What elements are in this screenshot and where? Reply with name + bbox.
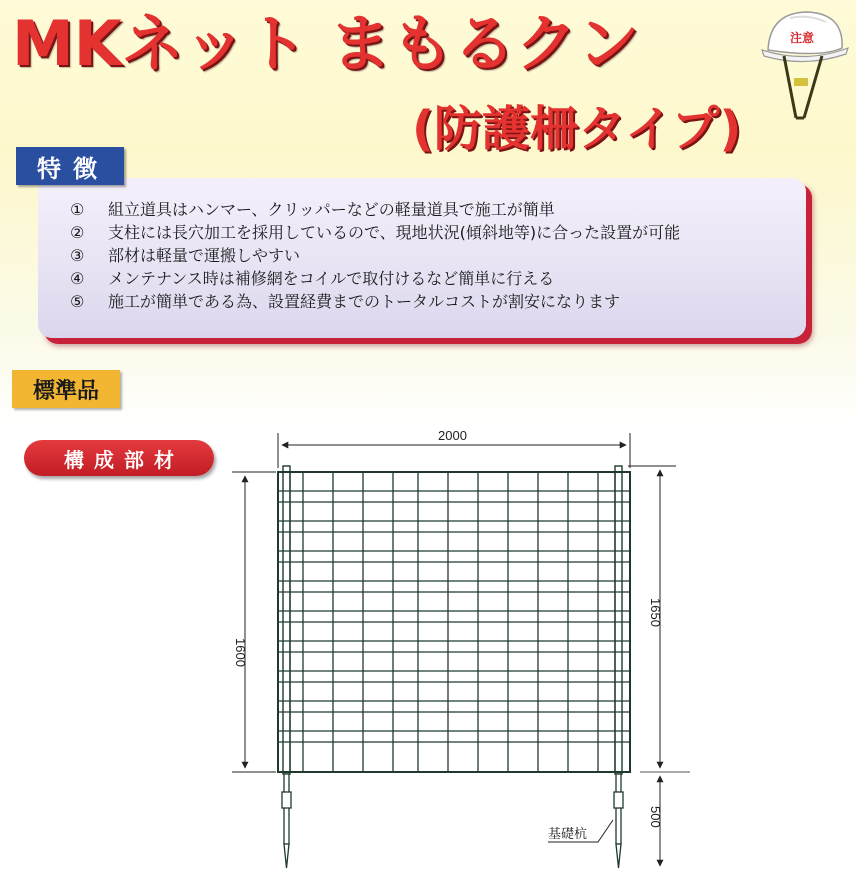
standard-heading: 標準品 (12, 370, 120, 408)
width-label: 2000 (438, 428, 467, 443)
panel-height-label: 1600 (233, 638, 248, 667)
feature-text: 部材は軽量で運搬しやすい (108, 246, 301, 265)
feature-text: 支柱には長穴加工を採用しているので、現地状況(傾斜地等)に合った設置が可能 (108, 223, 681, 242)
page-subtitle: (防護柵タイプ) (412, 101, 742, 157)
embed-depth-label: 500 (648, 806, 663, 828)
parts-heading: 構成部材 (24, 440, 214, 476)
feature-number: ① (70, 200, 85, 219)
mesh-panel (278, 472, 630, 772)
feature-text: 組立道具はハンマー、クリッパーなどの軽量道具で施工が簡単 (108, 200, 555, 219)
feature-number: ③ (70, 246, 85, 265)
feature-number: ② (70, 223, 85, 242)
pile-label: 基礎杭 (548, 826, 588, 841)
foundation-piles (282, 774, 623, 868)
helmet-label: 注意 (790, 31, 815, 45)
feature-text: メンテナンス時は補修網をコイルで取付けるなど簡単に行える (108, 269, 555, 288)
features-heading: 特徴 (16, 147, 124, 185)
left-post (283, 466, 290, 774)
right-pile (616, 774, 621, 844)
page-title: MKネット まもるクン (12, 7, 640, 80)
panel-height-dimension (232, 472, 276, 772)
feature-text: 施工が簡単である為、設置経費までのトータルコストが割安になります (108, 292, 621, 311)
left-pile (284, 774, 289, 844)
feature-number: ⑤ (70, 292, 85, 311)
feature-number: ④ (70, 269, 85, 288)
fence-posts (283, 466, 622, 774)
post-height-label: 1650 (648, 598, 663, 627)
right-post (615, 466, 622, 774)
